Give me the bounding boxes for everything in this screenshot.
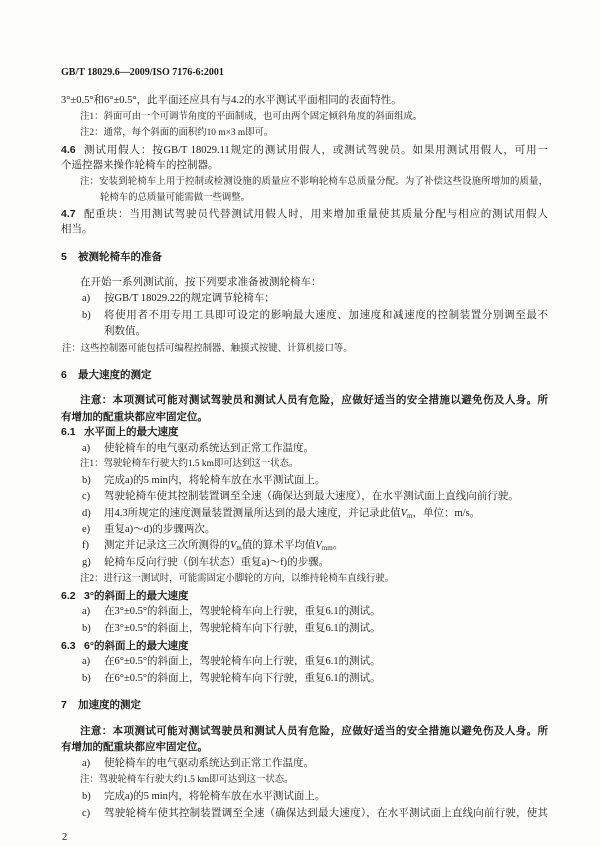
list-item <box>82 671 381 687</box>
text-segment: 值的算术平均值 <box>241 540 316 551</box>
text-segment: 。 <box>332 540 344 551</box>
list-item-label: a) <box>82 293 91 304</box>
list-item-label: b) <box>82 791 91 802</box>
list-item <box>82 506 480 522</box>
text-segment: ，单位：m/s。 <box>412 508 481 519</box>
note: 注2：进行这一测试时，可能需固定小脚轮的方向，以维持轮椅车直线行驶。 <box>80 574 395 584</box>
list-item-text: 按GB/T 18029.22的规定调节轮椅车； <box>104 293 275 304</box>
section-heading-7 <box>61 697 141 713</box>
velocity-subscript: m <box>407 512 413 520</box>
subclause-heading-6-3 <box>61 638 189 654</box>
list-item-text: 驾驶轮椅车使其控制装置调至全速（确保达到最大速度），在水平测试面上直线向前行驶。 <box>104 491 519 502</box>
clause-text: 相当。 <box>61 224 93 235</box>
note: 注：这些控制器可能包括可编程控制器、触摸式按键、计算机接口等。 <box>62 344 353 354</box>
list-item <box>82 654 381 670</box>
subclause-number: 6.1 <box>61 426 76 438</box>
caution-text: 有增加的配重块都应牢固定位。 <box>61 741 208 753</box>
clause-text: 测试用假人：按GB/T 18029.11规定的测试用假人，或测试驾驶员。如果用测试用假人，可用一 <box>84 145 548 156</box>
section-title: 加速度的测定 <box>78 699 141 711</box>
list-item-text: 利数值。 <box>104 326 146 337</box>
mean-velocity-symbol: V <box>315 540 322 551</box>
section-heading-6 <box>61 367 152 383</box>
list-item <box>82 441 314 457</box>
list-item-label: b) <box>82 310 91 321</box>
list-item-text <box>104 538 343 554</box>
list-item-label: g) <box>82 557 91 568</box>
list-item-label: b) <box>82 673 91 684</box>
note: 注：安装到轮椅车上用于控制或检测设施的质量应不影响轮椅车总质量分配。为了补偿这些设施所增加的质量， <box>80 177 548 187</box>
note: 注1：斜面可由一个可调节角度的平面制成，也可由两个固定倾斜角度的斜面组成。 <box>80 112 423 122</box>
list-item <box>82 604 381 620</box>
list-item-text <box>104 506 480 522</box>
list-item <box>82 621 381 637</box>
clause-text: 个遥控器来操作轮椅车的控制器。 <box>61 160 219 171</box>
section-number: 5 <box>61 251 67 263</box>
list-item-text: 完成a)的5 min内，将轮椅车放在水平测试面上。 <box>104 791 326 802</box>
subclause-number: 6.3 <box>61 640 76 652</box>
caution-text: 注意：本项测试可能对测试驾驶员和测试人员有危险，应做好适当的安全措施以避免伤及人身。所 <box>80 725 548 737</box>
list-item-text: 在6°±0.5°的斜面上，驾驶轮椅车向下行驶，重复6.1的测试。 <box>104 673 381 684</box>
list-item-text: 使轮椅车的电气驱动系统达到正常工作温度。 <box>104 443 314 454</box>
subclause-heading-6-2 <box>61 588 189 604</box>
paragraph: 在开始一系列测试前，按下列要求准备被测轮椅车： <box>80 277 322 288</box>
list-item-text: 完成a)的5 min内，将轮椅车放在水平测试面上。 <box>104 475 326 486</box>
list-item <box>82 291 275 307</box>
caution-text: 注意：本项测试可能对测试驾驶员和测试人员有危险，应做好适当的安全措施以避免伤及人身。所 <box>80 394 548 406</box>
velocity-subscript: m <box>236 544 242 552</box>
list-item-text: 使轮椅车的电气驱动系统达到正常工作温度。 <box>104 758 314 769</box>
note: 注1：驾驶轮椅车行驶大约1.5 km即可达到这一状态。 <box>80 459 299 469</box>
list-item-text: 驾驶轮椅车使其控制装置调至全速（确保达到最大速度），在水平测试面上直线向前行驶，使其 <box>104 808 548 819</box>
subclause-title: 3°的斜面上的最大速度 <box>84 590 189 602</box>
list-item <box>82 489 519 505</box>
list-item-text: 在3°±0.5°的斜面上，驾驶轮椅车向上行驶，重复6.1的测试。 <box>104 606 381 617</box>
clause-4-6 <box>61 142 548 158</box>
list-item-text: 将使用者不用专用工具即可设定的影响最大速度、加速度和减速度的控制装置分别调至最不 <box>104 310 548 321</box>
list-item-label: c) <box>82 491 91 502</box>
list-item-label: a) <box>82 758 91 769</box>
list-item-label: e) <box>82 524 91 535</box>
list-item-text: 轮椅车反向行驶（倒车状态）重复a)～f)的步骤。 <box>104 557 330 568</box>
list-item-label: a) <box>82 606 91 617</box>
section-number: 7 <box>61 699 67 711</box>
clause-number: 4.6 <box>61 144 76 156</box>
note-continuation: 轮椅车的总质量可能需做一些调整。 <box>100 193 251 203</box>
list-item-label: a) <box>82 443 91 454</box>
clause-4-5-continued-text: 3°±0.5°和6°±0.5°，此平面还应具有与4.2的水平测试平面相同的表面特性。 <box>61 95 402 106</box>
list-item-label: f) <box>82 540 89 551</box>
text-segment: 测定并记录这三次所测得的 <box>104 540 230 551</box>
running-header: GB/T 18029.6—2009/ISO 7176-6:2001 <box>61 67 224 78</box>
subclause-number: 6.2 <box>61 590 76 602</box>
subclause-title: 水平面上的最大速度 <box>84 426 179 438</box>
section-title: 最大速度的测定 <box>78 369 152 381</box>
subclause-heading-6-1 <box>61 424 179 440</box>
list-item-text: 重复a)～d)的步骤两次。 <box>104 524 216 535</box>
list-item-text: 在3°±0.5°的斜面上，驾驶轮椅车向下行驶，重复6.1的测试。 <box>104 623 381 634</box>
list-item <box>82 555 329 571</box>
page-number: 2 <box>62 832 68 843</box>
section-heading-5 <box>61 249 162 265</box>
caution-text: 有增加的配重块都应牢固定位。 <box>61 411 208 423</box>
text-segment: 用4.3所规定的速度测量装置测量所达到的最大速度，并记录此值 <box>104 508 401 519</box>
list-item <box>82 538 343 554</box>
note: 注2：通常，每个斜面的面积约10 m×3 m即可。 <box>80 128 274 138</box>
velocity-symbol: V <box>230 540 237 551</box>
list-item <box>82 473 325 489</box>
mean-velocity-subscript: mm <box>321 544 333 552</box>
section-title: 被测轮椅车的准备 <box>78 251 162 263</box>
list-item-label: a) <box>82 656 91 667</box>
list-item <box>82 308 548 324</box>
clause-4-7 <box>61 206 548 222</box>
clause-number: 4.7 <box>61 208 76 220</box>
list-item-label: c) <box>82 808 91 819</box>
list-item <box>82 789 325 805</box>
list-item-label: b) <box>82 475 91 486</box>
list-item <box>82 806 548 822</box>
subclause-title: 6°的斜面上的最大速度 <box>84 640 189 652</box>
list-item-text: 在6°±0.5°的斜面上，驾驶轮椅车向上行驶，重复6.1的测试。 <box>104 656 381 667</box>
list-item-label: b) <box>82 623 91 634</box>
section-number: 6 <box>61 369 67 381</box>
list-item-label: d) <box>82 508 91 519</box>
clause-text: 配重块：当用测试驾驶员代替测试用假人时，用来增加重量使其质量分配与相应的测试用假人 <box>84 209 548 220</box>
velocity-symbol: V <box>400 508 408 519</box>
note: 注：驾驶轮椅车行驶大约1.5 km即可达到这一状态。 <box>80 775 294 785</box>
list-item <box>82 756 314 772</box>
list-item <box>82 522 215 538</box>
